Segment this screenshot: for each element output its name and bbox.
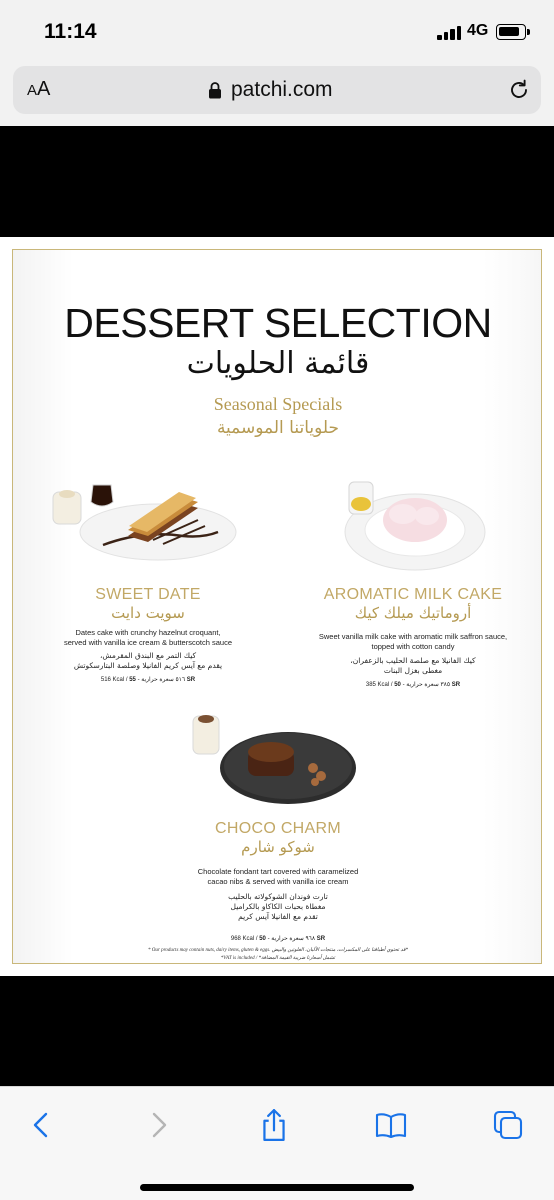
network-label: 4G bbox=[467, 22, 489, 39]
reader-options-button[interactable]: AA bbox=[27, 78, 51, 100]
dish-name-ar: شوكو شارم bbox=[241, 838, 315, 856]
tabs-icon[interactable] bbox=[492, 1109, 524, 1141]
dish-name-en: AROMATIC MILK CAKE bbox=[323, 586, 503, 603]
dish-description-ar: كيك الفانيلا مع صلصة الحليب بالزعفران، مغطى بغزل البنات bbox=[350, 656, 476, 675]
dish-price: 516 Kcal / ٥١٦ سعرة حرارية - 55 SR bbox=[100, 677, 196, 683]
dish-description-ar: تارت فوندان الشوكولاته بالحليب مغطاة بحبات الكاكاو بالكراميل تقدم مع الفانيلا آيس كريم bbox=[228, 892, 328, 921]
lock-icon bbox=[208, 82, 222, 99]
vat-footnote: *VAT is included / *تشمل أسعارنا ضريبة القيمة المضافة bbox=[220, 956, 336, 961]
dish-sweet-date bbox=[33, 470, 263, 690]
menu-image bbox=[0, 237, 554, 976]
dish-name-ar: أروماتيك ميلك كيك bbox=[354, 604, 472, 622]
letterbox-top bbox=[0, 126, 554, 237]
allergen-footnote: * Our products may contain nuts, dairy items, gluten & eggs. قد تحتوي أطباقنا على المكسرات، منتجات الألبان، الغلوتين والبيض* bbox=[148, 948, 408, 953]
forward-icon[interactable] bbox=[142, 1109, 174, 1141]
home-indicator bbox=[140, 1184, 414, 1191]
back-icon[interactable] bbox=[26, 1109, 58, 1141]
menu-frame bbox=[12, 249, 542, 964]
browser-chrome bbox=[0, 64, 554, 126]
dish-price: 385 Kcal / ٣٨٥ سعرة حرارية - 50 SR bbox=[365, 682, 461, 688]
url-text[interactable]: patchi.com bbox=[231, 78, 333, 101]
bookmarks-icon[interactable] bbox=[374, 1109, 408, 1141]
dish-name-en: CHOCO CHARM bbox=[215, 820, 341, 837]
dish-choco-charm bbox=[163, 710, 393, 942]
dish-description-en: Chocolate fondant tart covered with caramelized cacao nibs & served with vanilla ice cream bbox=[197, 867, 359, 886]
milk-cake-photo bbox=[303, 470, 523, 580]
dish-aromatic-milk-cake bbox=[303, 470, 523, 695]
dish-description-ar: كيك التمر مع البندق المقرمش، يقدم مع آيس كريم الفانيلا وصلصة البتارسكوتش bbox=[73, 651, 223, 670]
dish-name-ar: سويت دايت bbox=[111, 604, 185, 622]
share-icon[interactable] bbox=[257, 1107, 291, 1143]
letterbox-bottom bbox=[0, 976, 554, 1086]
seasonal-title-ar: حلوياتنا الموسمية bbox=[216, 418, 340, 438]
sweet-date-photo bbox=[33, 470, 263, 580]
menu-title-ar: قائمة الحلويات bbox=[186, 346, 370, 381]
reload-icon[interactable] bbox=[507, 78, 531, 102]
dish-description-en: Dates cake with crunchy hazelnut croquant, served with vanilla ice cream & butterscotch sauce bbox=[64, 628, 232, 647]
address-bar[interactable] bbox=[13, 66, 541, 114]
seasonal-title-en: Seasonal Specials bbox=[213, 394, 343, 414]
menu-title-en: DESSERT SELECTION bbox=[64, 300, 492, 346]
status-bar bbox=[0, 0, 554, 64]
dish-price: 968 Kcal / ٩٦٨ سعرة حرارية - 50 SR bbox=[230, 936, 326, 942]
battery-icon bbox=[496, 24, 526, 40]
browser-toolbar bbox=[0, 1086, 554, 1200]
dish-name-en: SWEET DATE bbox=[95, 586, 201, 603]
choco-charm-photo bbox=[163, 710, 393, 810]
status-time: 11:14 bbox=[44, 20, 97, 43]
dish-description-en: Sweet vanilla milk cake with aromatic milk saffron sauce, topped with cotton candy bbox=[318, 632, 508, 651]
signal-icon bbox=[437, 26, 463, 40]
